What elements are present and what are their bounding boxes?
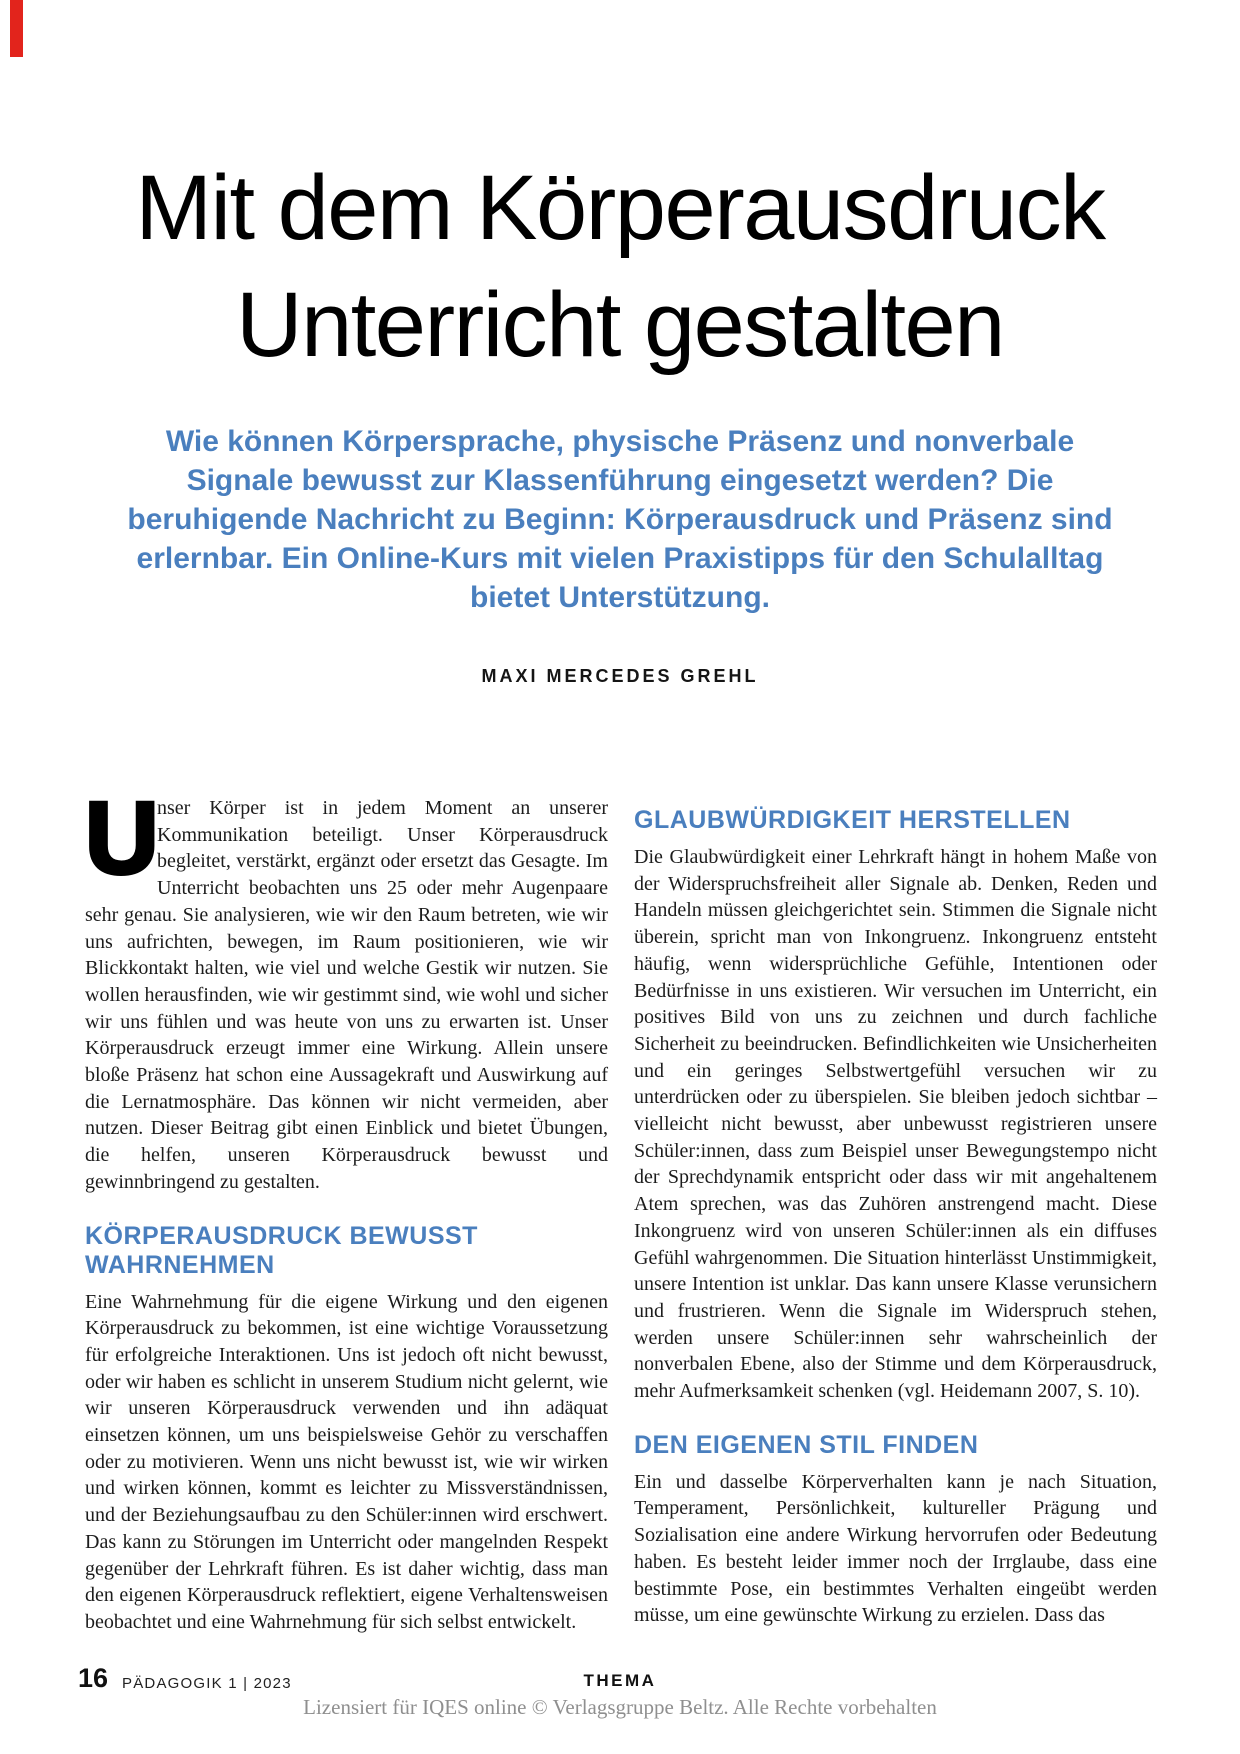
lead-paragraph: Wie können Körpersprache, physische Präsenz und nonverbale Signale bewusst zur Klassenführung eingesetzt werden? Die beruhigende Nachricht zu Beginn: Körperausdruck und Präsenz sind erlernbar. Ein Online-Kurs mit vielen Praxistipps für den Schulalltag bietet Unterstützung.	[127, 425, 1113, 614]
journal-issue-label: PÄDAGOGIK 1 | 2023	[122, 1675, 292, 1692]
right-column	[634, 795, 1157, 1636]
article-body	[85, 781, 1157, 1636]
section-heading-koerperausdruck-bewusst-wahrnehmen: KÖRPERAUSDRUCK BEWUSST WAHRNEHMEN	[85, 1221, 478, 1279]
article-title	[0, 150, 1240, 384]
section-paragraph-stil-finden: Ein und dasselbe Körperverhalten kann je nach Situation, Temperament, Persönlichkeit, kultureller Prägung und Sozialisation eine andere Wirkung hervorrufen oder Bedeutung haben. Es besteht leider immer noch der Irrglaube, dass eine bestimmte Pose, ein bestimmtes Verhalten eingeübt werden müsse, um eine gewünschte Wirkung zu erzielen. Dass das	[634, 1470, 1157, 1627]
section-paragraph-wahrnehmen: Eine Wahrnehmung für die eigene Wirkung und den eigenen Körperausdruck zu bekommen, ist eine wichtige Voraussetzung für erfolgreiche Interaktionen. Uns ist jedoch oft nicht bewusst, oder wir haben es schlicht in unserem Studium nicht gelernt, wie wir unseren Körperausdruck verwenden und ihn adäquat einsetzen können, um uns beispielsweise Gehör zu verschaffen oder zu motivieren. Wenn uns nicht bewusst ist, wie wir wirken und wirken können, kommt es leichter zu Missverständnissen, und der Beziehungsaufbau zu den Schüler:innen wird erschwert. Das kann zu Störungen im Unterricht oder mangelnden Respekt gegenüber der Lehrkraft führen. Es ist daher wichtig, dass man den eigenen Körperausdruck reflektiert, eigene Verhaltensweisen beobachtet und eine Wahrnehmung für sich selbst entwickelt.	[85, 1290, 608, 1633]
intro-paragraph-text: nser Körper ist in jedem Moment an unserer Kommunikation beteiligt. Unser Körperausdruck begleitet, verstärkt, ergänzt oder ersetzt das Gesagte. Im Unterricht beobachten uns 25 oder mehr Augenpaare sehr genau. Sie analysieren, wie wir den Raum betreten, wie wir uns aufrichten, bewegen, im Raum positionieren, wie wir Blickkontakt halten, wie viel und welche Gestik wir nutzen. Sie wollen herausfinden, wie wir gestimmt sind, wie wohl und sicher wir uns fühlen und was heute von uns zu erwarten ist. Unser Körperausdruck erzeugt immer eine Wirkung. Allein unsere bloße Präsenz hat schon eine Aussagekraft und Auswirkung auf die Lernatmosphäre. Das können wir nicht vermeiden, aber nutzen. Dieser Beitrag gibt einen Einblick und bietet Übungen, die helfen, unseren Körperausdruck bewusst und gewinnbringend zu gestalten.	[85, 797, 608, 1193]
section-heading-den-eigenen-stil-finden: DEN EIGENEN STIL FINDEN	[634, 1430, 979, 1459]
left-column	[85, 781, 608, 1636]
title-line-1: Mit dem Körperausdruck	[135, 157, 1105, 259]
drop-cap: U	[85, 781, 159, 895]
section-heading-glaubwuerdigkeit-herstellen: GLAUBWÜRDIGKEIT HERSTELLEN	[634, 806, 1071, 834]
title-line-2: Unterricht gestalten	[236, 274, 1004, 376]
author-byline: MAXI MERCEDES GREHL	[481, 666, 759, 686]
section-paragraph-glaubwuerdigkeit: Die Glaubwürdigkeit einer Lehrkraft hängt in hohem Maße von der Widerspruchsfreiheit aller Signale ab. Denken, Reden und Handeln müssen gleichgerichtet sein. Stimmen die Signale nicht überein, spricht man von Inkongruenz. Inkongruenz entsteht häufig, wenn widersprüchliche Gefühle, Intentionen oder Bedürfnisse in uns existieren. Wir versuchen im Unterricht, ein positives Bild von uns zu zeichnen und durch fachliche Sicherheit zu beeindrucken. Befindlichkeiten wie Unsicherheiten und ein geringes Selbstwertgefühl versuchen wir zu unterdrücken oder zu überspielen. Sie bleiben jedoch sichtbar – vielleicht nicht bewusst, aber unbewusst registrieren unsere Schüler:innen, dass zum Beispiel unser Bewegungstempo nicht der Sprechdynamik entspricht oder dass wir mit angehaltenem Atem sprechen, was das Zuhören anstrengend macht. Diese Inkongruenz wird von unseren Schüler:innen als ein diffuses Gefühl wahrgenommen. Die Situation hinterlässt Unstimmigkeit, unsere Intention ist unklar. Das kann unsere Klasse verunsichern und frustrieren. Wenn die Signale im Widerspruch stehen, werden unsere Schüler:innen sehr wahrscheinlich der nonverbalen Ebene, also der Stimme und dem Körperausdruck, mehr Aufmerksamkeit schenken (vgl. Heidemann 2007, S. 10).	[634, 846, 1157, 1403]
intro-paragraph	[85, 781, 608, 1196]
section-label-thema: THEMA	[583, 1671, 657, 1690]
page-number: 16	[78, 1663, 109, 1693]
license-notice: Lizensiert für IQES online © Verlagsgruppe Beltz. Alle Rechte vorbehalten	[303, 1695, 937, 1719]
page-corner-tab	[10, 0, 23, 57]
